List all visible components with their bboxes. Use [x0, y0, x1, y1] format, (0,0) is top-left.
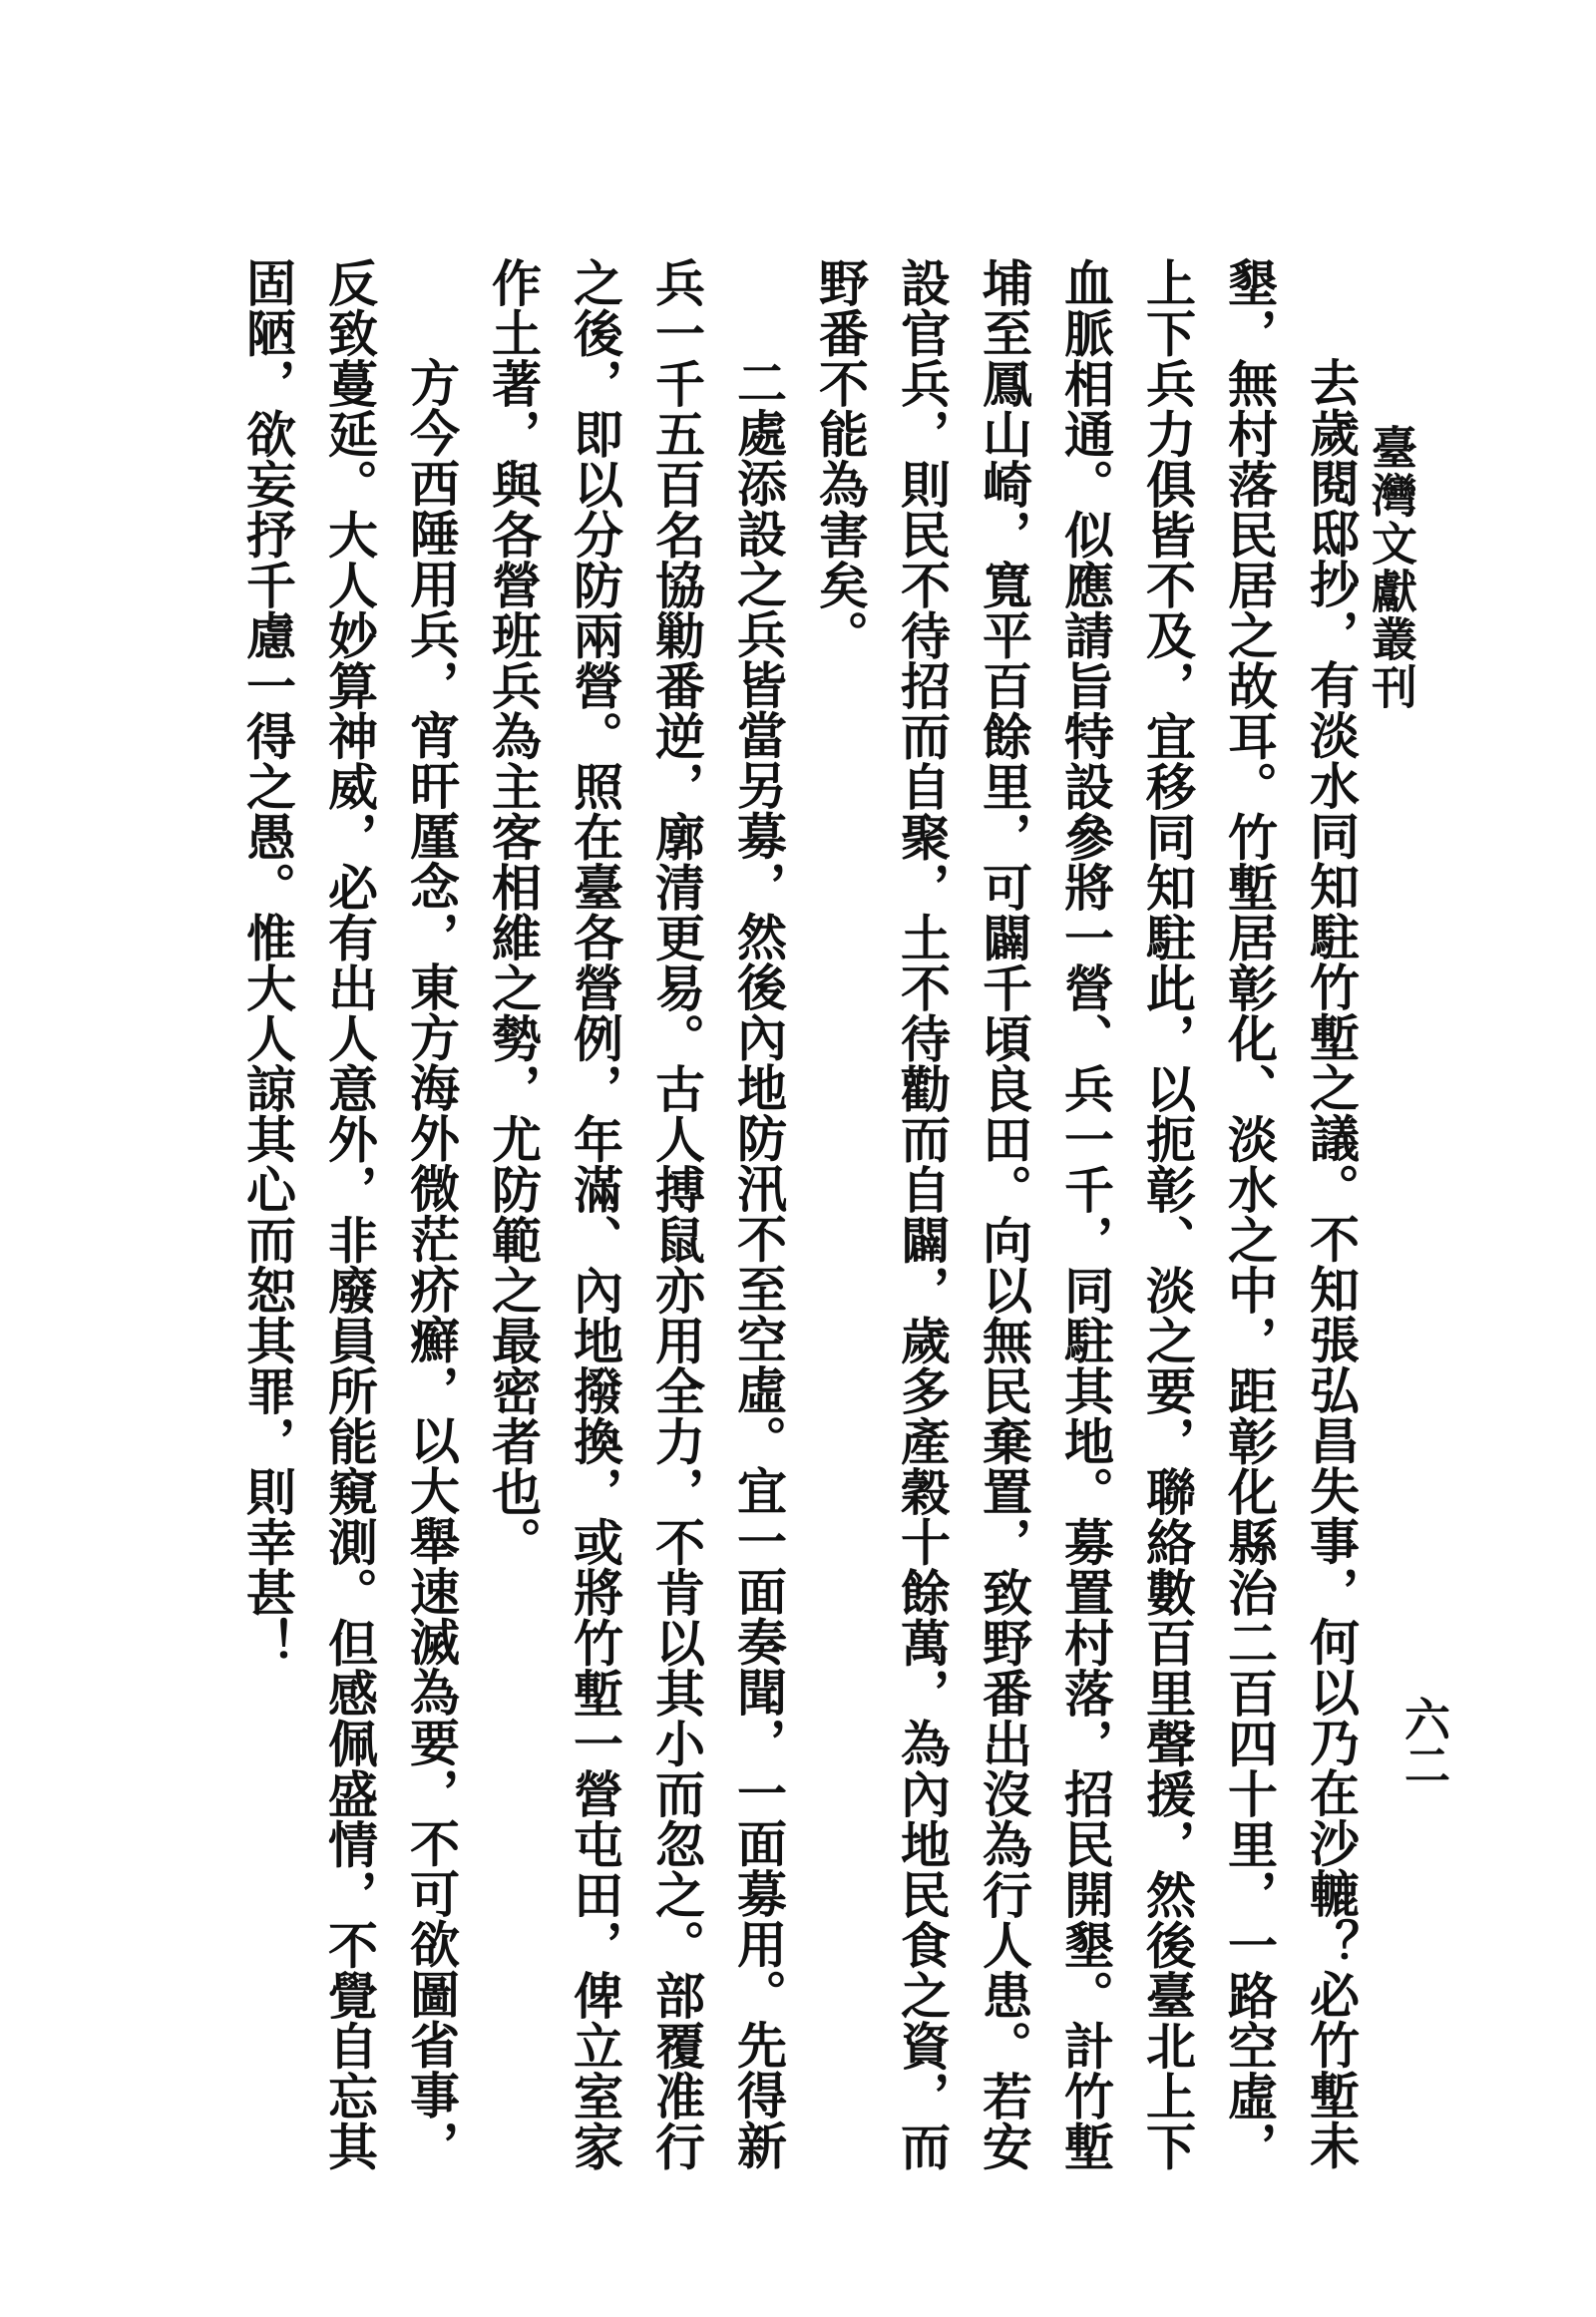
body-text-column-block — [226, 257, 1372, 2197]
page-number: 六二 — [1397, 1696, 1451, 1787]
paragraph-1-opening: 去歲閱邸抄，有淡水同知駐竹塹之議。不知張弘昌失事，何以乃在沙轆？必竹塹未墾，無村落民 — [1220, 257, 1361, 2170]
paragraph-2: 二處添設之兵皆當另募，然後內地防汛不至空虛。宜一面奏聞，一面募用。先得新兵一千五百名協勦番逆，廓清更易。古人搏鼠亦用全力，不肯以其小而忽之。部覆准行之後，即以分防兩營。照在臺各營例，年滿、內地撥換，或將竹塹一營屯田，俾立室家作土著，與各營班兵為主客相維之勢，尤防範之最密者也。 — [484, 257, 788, 2171]
paragraph-1-body: 居之故耳。竹塹居彰化、淡水之中，距彰化縣治二百四十里，一路空虛，上下兵力俱皆不及，宜移同知駐此，以扼彰、淡之要，聯絡數百里聲援，然後臺北上下血脈相通。似應請旨特設參將一營、兵一千，同駐其地。募置村落，招民開墾。計竹塹埔至鳳山崎，寬平百餘里，可闢千頃良田。向以無民棄置，致野番出沒為行人患。若安設官兵，則民不待招而自聚，土不待勸而自闢，歲多產穀十餘萬，為內地民食之資，而野番不能為害矣。 — [811, 257, 1279, 2171]
paragraph-1 — [799, 257, 1372, 2197]
paragraph-3: 方今西陲用兵，宵旰厪念，東方海外微茫疥癬，以大舉速滅為要，不可欲圖省事，反致蔓延。大人妙算神威，必有出人意外，非廢員所能窺測。但感佩盛情，不覺自忘其固陋，欲妄抒千慮一得之愚。惟大人諒其心而恕其罪，則幸甚！ — [238, 257, 461, 2171]
running-header-title: 臺灣文獻叢刊 — [1365, 424, 1418, 711]
